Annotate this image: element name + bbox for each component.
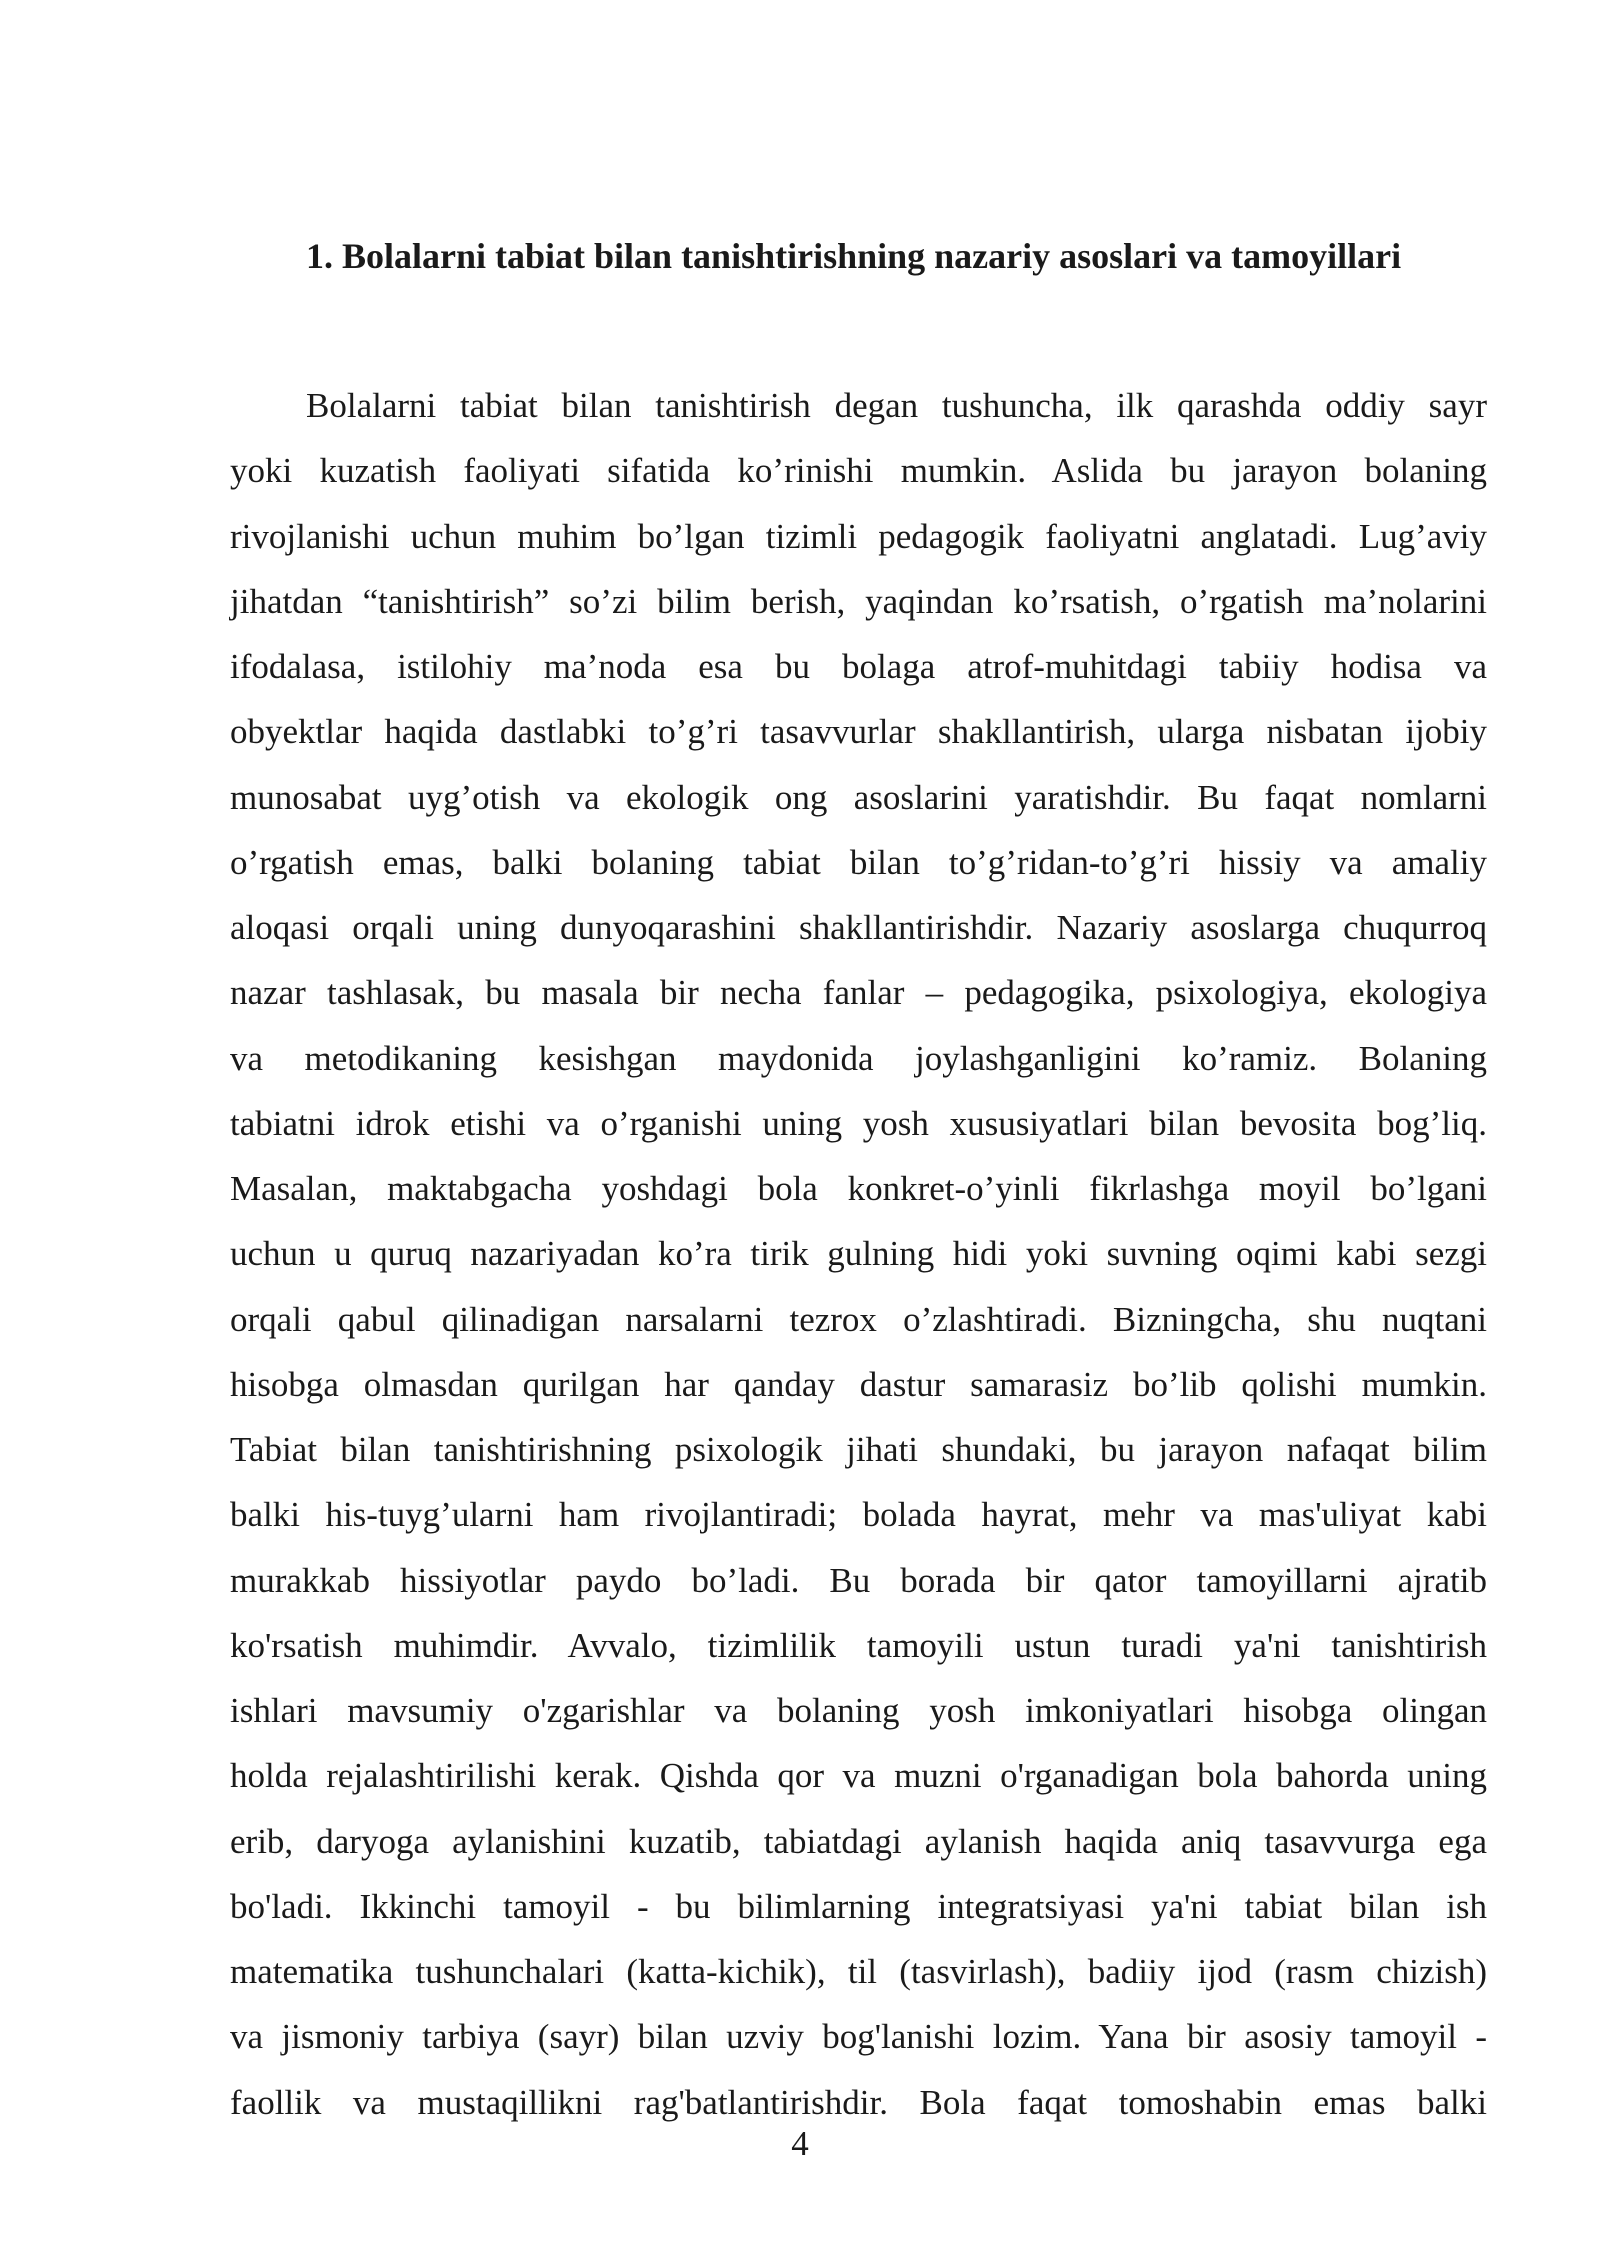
text-line: balki his-tuyg’ularni ham rivojlantiradi; bolada hayrat, mehr va mas'uliyat kabi (230, 1495, 1487, 1535)
text-line: va metodikaning kesishgan maydonida joylashganligini ko’ramiz. Bolaning (230, 1038, 1487, 1078)
body-paragraph (230, 373, 1487, 2135)
text-line: Bolalarni tabiat bilan tanishtirish degan tushuncha, ilk qarashda oddiy sayr (306, 386, 1487, 425)
text-line: ifodalasa, istilohiy ma’noda esa bu bolaga atrof-muhitdagi tabiiy hodisa va (230, 647, 1487, 686)
text-line: jihatdan “tanishtirish” so’zi bilim berish, yaqindan ko’rsatish, o’rgatish ma’nolarini (230, 581, 1487, 621)
text-line: murakkab hissiyotlar paydo bo’ladi. Bu borada bir qator tamoyillarni ajratib (230, 1560, 1487, 1600)
text-line: erib, daryoga aylanishini kuzatib, tabiatdagi aylanish haqida aniq tasavvurga ega (230, 1821, 1487, 1861)
text-line: obyektlar haqida dastlabki to’g’ri tasavvurlar shakllantirish, ularga nisbatan ijobiy (230, 712, 1487, 752)
text-line: aloqasi orqali uning dunyoqarashini shakllantirishdir. Nazariy asoslarga chuqurroq (230, 908, 1487, 947)
text-line: rivojlanishi uchun muhim bo’lgan tizimli pedagogik faoliyatni anglatadi. Lug’aviy (230, 516, 1487, 556)
text-line: ishlari mavsumiy o'zgarishlar va bolaning yosh imkoniyatlari hisobga olingan (230, 1691, 1487, 1730)
text-line: yoki kuzatish faoliyati sifatida ko’rinishi mumkin. Aslida bu jarayon bolaning (230, 451, 1487, 491)
text-line: o’rgatish emas, balki bolaning tabiat bilan to’g’ridan-to’g’ri hissiy va amaliy (230, 842, 1487, 882)
text-line: tabiatni idrok etishi va o’rganishi uning yosh xususiyatlari bilan bevosita bog’liq. (230, 1103, 1487, 1143)
text-line: ko'rsatish muhimdir. Avvalo, tizimlilik tamoyili ustun turadi ya'ni tanishtirish (230, 1625, 1487, 1665)
text-line: faollik va mustaqillikni rag'batlantirishdir. Bola faqat tomoshabin emas balki (230, 2082, 1487, 2122)
text-line: va jismoniy tarbiya (sayr) bilan uzviy bog'lanishi lozim. Yana bir asosiy tamoyil - (230, 2017, 1487, 2057)
text-line: hisobga olmasdan qurilgan har qanday dastur samarasiz bo’lib qolishi mumkin. (230, 1364, 1487, 1404)
text-line: bo'ladi. Ikkinchi tamoyil - bu bilimlarning integratsiyasi ya'ni tabiat bilan ish (230, 1886, 1487, 1926)
text-line: Tabiat bilan tanishtirishning psixologik jihati shundaki, bu jarayon nafaqat bilim (230, 1430, 1487, 1469)
text-line: holda rejalashtirilishi kerak. Qishda qor va muzni o'rganadigan bola bahorda uning (230, 1756, 1487, 1796)
text-line: munosabat uyg’otish va ekologik ong asoslarini yaratishdir. Bu faqat nomlarni (230, 777, 1487, 817)
text-line: uchun u quruq nazariyadan ko’ra tirik gulning hidi yoki suvning oqimi kabi sezgi (230, 1234, 1487, 1274)
text-line: Masalan, maktabgacha yoshdagi bola konkret-o’yinli fikrlashga moyil bo’lgani (230, 1169, 1487, 1208)
text-line: matematika tushunchalari (katta-kichik), til (tasvirlash), badiiy ijod (rasm chizish) (230, 1952, 1487, 1991)
page-number: 4 (791, 2124, 809, 2163)
section-heading: 1. Bolalarni tabiat bilan tanishtirishning nazariy asoslari va tamoyillari (306, 236, 1402, 276)
text-line: orqali qabul qilinadigan narsalarni tezrox o’zlashtiradi. Bizningcha, shu nuqtani (230, 1299, 1487, 1339)
text-line: nazar tashlasak, bu masala bir necha fanlar – pedagogika, psixologiya, ekologiya (230, 973, 1487, 1013)
